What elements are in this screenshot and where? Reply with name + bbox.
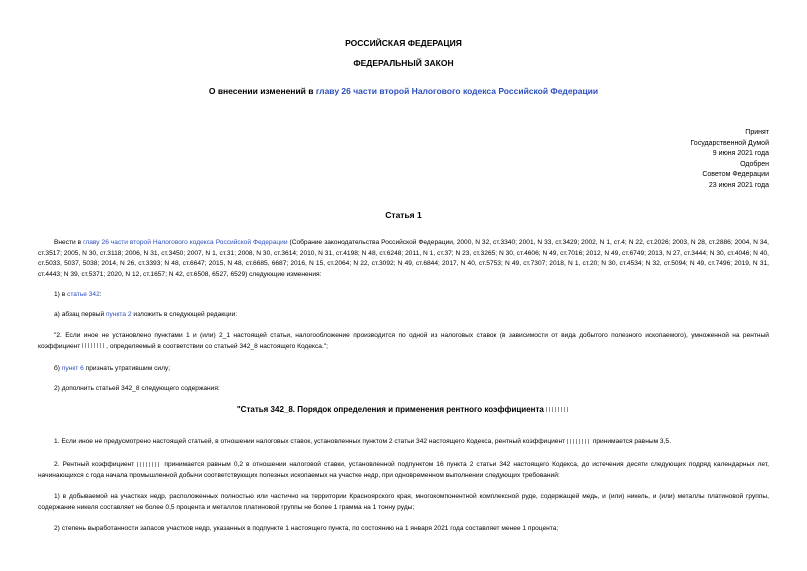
p8-text2: принимается равным 0,2 в отношении налоговой ставки, установленной подпунктом 16 пункта 2 статьи 342 настоящего Кодекса, до истечения десяти следующих подряд календарных лет, начинающихся с года начала промышленной добычи соответствующих полезных ископаемых на участке недр, при одновременном выполнении следующих требований: (38, 461, 769, 479)
formula-image (546, 406, 570, 413)
p4-text1: "2. Если иное не установлено пунктами 1 и (или) 2_1 настоящей статьи, налогообложение производится по одной из налоговых ставок (в зависимости от вида добытого полезного ископаемого), умноженной на рентный коэффициент (38, 332, 769, 350)
paragraph-item-b (38, 364, 769, 375)
p2-suffix: : (99, 291, 102, 298)
header-country: РОССИЙСКАЯ ФЕДЕРАЦИЯ (345, 38, 462, 48)
formula-image (567, 438, 591, 445)
point-6-link[interactable]: пункт 6 (61, 365, 84, 372)
p7-text1: 1. Если иное не предусмотрено настоящей статьей, в отношении налоговых ставок, установленных пунктом 2 статьи 342 настоящего Кодекса, рентный коэффициент (54, 438, 566, 445)
formula-image (137, 461, 161, 468)
meta-line: 9 июня 2021 года (712, 150, 769, 158)
paragraph-342-8-sub-1: 1) в добываемой на участках недр, расположенных полностью или частично на территории Красноярского края, многокомпонентной комплексной руде, содержащей медь, и (или) никель, и (или) металлы платиновой группы, содержание никеля составляет не более 0,5 процента и металлов платиновой группы не более 1 грамма на 1 тонну руды; (38, 493, 769, 511)
law-title-prefix: О внесении изменений в (208, 86, 316, 96)
p2-prefix: 1) в (54, 291, 68, 298)
chapter-26-link[interactable]: главу 26 части второй Налогового кодекса Российской Федерации (83, 239, 288, 246)
p3-suffix: изложить в следующей редакции: (131, 311, 238, 318)
formula-image (82, 342, 106, 349)
paragraph-item-1 (38, 290, 769, 301)
law-title (0, 86, 807, 96)
meta-line: Принят (745, 129, 769, 136)
meta-line: Одобрен (740, 160, 769, 168)
paragraph-342-8-point-2 (38, 460, 769, 481)
header-law-type: ФЕДЕРАЛЬНЫЙ ЗАКОН (353, 58, 454, 68)
paragraph-item-2: 2) дополнить статьей 342_8 следующего содержания: (54, 385, 220, 392)
article-heading: Статья 1 (385, 210, 422, 220)
adoption-info (690, 128, 769, 192)
paragraph-342-8-point-1 (38, 437, 769, 448)
paragraph-new-text (38, 331, 769, 352)
p1-prefix: Внести в (54, 239, 84, 246)
paragraph-342-8-sub-2: 2) степень выработанности запасов участков недр, указанных в подпункте 1 настоящего пункта, по состоянию на 1 января 2021 года составляет менее 1 процента; (54, 525, 559, 532)
meta-line: Советом Федерации (702, 171, 769, 179)
p4-text2: , определяемый в соответствии со статьей 342_8 настоящего Кодекса."; (106, 342, 328, 350)
p8-text1: 2. Рентный коэффициент (54, 461, 135, 468)
paragraph-intro (38, 238, 769, 280)
law-title-link[interactable]: главу 26 части второй Налогового кодекса Российской Федерации (315, 86, 599, 96)
meta-line: Государственной Думой (690, 139, 769, 147)
p3-prefix: а) абзац первый (54, 311, 106, 318)
p1-rest: (Собрание законодательства Российской Федерации, 2000, N 32, ст.3340; 2001, N 33, ст.3429; 2002, N 1, ст.4; N 22, ст.2026; 2003, N 28, ст.2886; 2004, N 34, ст.3517; 2005, N 30, ст.3118; 2006, N 31, ст.3450; 2007, N 1, ст.31; 2008, N 30, ст.3614; 2010, N 31, ст.4198; N 48, ст.6248; 2011, N 1, ст.37; N 23, ст.3265; N 30, ст.4606; N 49, ст.7016; 2012, N 49, ст.6749; 2013, N 27, ст.3444; N 30, ст.4046; N 40, ст.5033, 5037, 5038; 2014, N 26, ст.3393; N 48, ст.6647; 2015, N 48, ст.6685, 6687; 2016, N 15, ст.2064; N 22, ст.3092; N 49, ст.6844; 2017, N 40, ст.5753; N 49, ст.7307; 2018, N 1, ст.20; N 30, ст.4534; N 32, ст.5094; N 49, ст.7496; 2019, N 31, ст.4443; N 39, ст.5371; 2020, N 12, ст.1657; N 42, ст.6508, 6527, 6529) следующие изменения: (38, 239, 770, 278)
point-2-link[interactable]: пункта 2 (105, 311, 132, 318)
p7-text2: принимается равным 3,5. (592, 438, 671, 445)
p5-prefix: б) (54, 365, 62, 372)
meta-line: 23 июня 2021 года (708, 181, 769, 189)
p5-suffix: признать утратившим силу; (83, 365, 171, 372)
article-342-link[interactable]: статье 342 (67, 291, 100, 298)
art342-text: "Статья 342_8. Порядок определения и применения рентного коэффициента (236, 405, 544, 414)
article-342-8-heading (0, 405, 807, 414)
paragraph-item-a (38, 310, 769, 321)
